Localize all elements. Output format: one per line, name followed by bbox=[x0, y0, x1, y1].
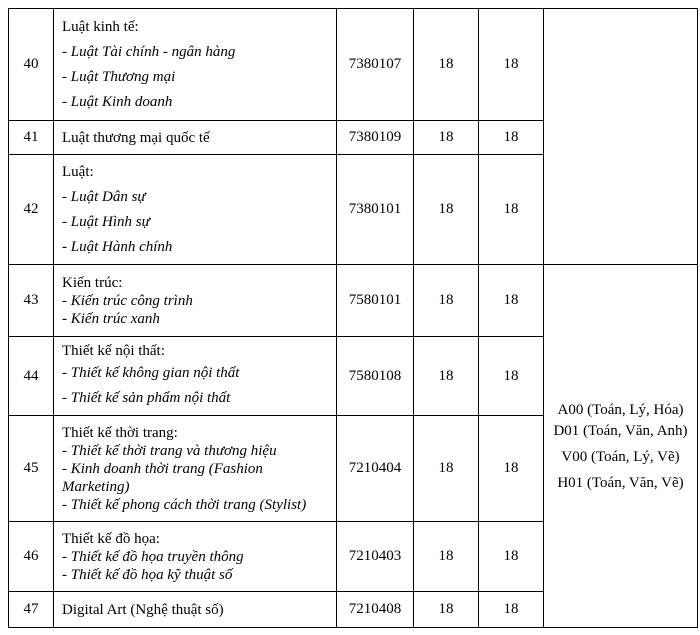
combination-item: A00 (Toán, Lý, Hóa) bbox=[557, 401, 684, 418]
quota-value: 18 bbox=[414, 9, 479, 121]
major-cell bbox=[54, 592, 337, 628]
row-number: 47 bbox=[9, 592, 54, 628]
quota-value: 18 bbox=[479, 522, 544, 592]
specialization: - Thiết kế thời trang và thương hiệu bbox=[62, 442, 277, 459]
major-cell bbox=[54, 9, 337, 121]
specialization: - Luật Thương mại bbox=[62, 68, 176, 85]
major-code: 7380109 bbox=[337, 121, 414, 155]
specialization: - Luật Kinh doanh bbox=[62, 93, 173, 110]
major-code: 7380101 bbox=[337, 155, 414, 265]
table-row bbox=[9, 9, 698, 121]
major-cell bbox=[54, 337, 337, 416]
subject-combinations bbox=[544, 265, 698, 628]
specialization: - Luật Hành chính bbox=[62, 238, 173, 255]
major-code: 7210408 bbox=[337, 592, 414, 628]
specialization: - Luật Tài chính - ngân hàng bbox=[62, 43, 236, 60]
quota-value: 18 bbox=[414, 337, 479, 416]
quota-value: 18 bbox=[479, 416, 544, 522]
major-title: Kiến trúc: bbox=[62, 274, 123, 291]
major-title: Luật: bbox=[62, 163, 94, 180]
specialization: - Thiết kế phong cách thời trang (Stylist) bbox=[62, 496, 307, 513]
specialization: - Thiết kế sản phẩm nội thất bbox=[62, 390, 231, 406]
major-code: 7580101 bbox=[337, 265, 414, 337]
specialization: - Kiến trúc xanh bbox=[62, 310, 160, 327]
major-cell bbox=[54, 416, 337, 522]
row-number: 44 bbox=[9, 337, 54, 416]
major-code: 7210403 bbox=[337, 522, 414, 592]
combination-item: H01 (Toán, Văn, Vẽ) bbox=[557, 474, 684, 491]
table-row bbox=[9, 265, 698, 337]
quota-value: 18 bbox=[479, 592, 544, 628]
specialization: - Luật Dân sự bbox=[62, 188, 146, 205]
major-cell bbox=[54, 522, 337, 592]
row-number: 46 bbox=[9, 522, 54, 592]
quota-value: 18 bbox=[414, 155, 479, 265]
major-title: Digital Art (Nghệ thuật số) bbox=[62, 601, 224, 618]
major-title: Luật thương mại quốc tế bbox=[62, 129, 210, 146]
row-number: 42 bbox=[9, 155, 54, 265]
quota-value: 18 bbox=[479, 121, 544, 155]
specialization: - Thiết kế đồ họa truyền thông bbox=[62, 548, 244, 565]
combination-item: D01 (Toán, Văn, Anh) bbox=[553, 422, 688, 439]
major-cell bbox=[54, 121, 337, 155]
row-number: 41 bbox=[9, 121, 54, 155]
row-number: 45 bbox=[9, 416, 54, 522]
combination-cell-empty bbox=[544, 9, 698, 265]
major-cell bbox=[54, 265, 337, 337]
specialization: - Kinh doanh thời trang (Fashion Marketing) bbox=[62, 460, 263, 495]
quota-value: 18 bbox=[479, 265, 544, 337]
major-code: 7580108 bbox=[337, 337, 414, 416]
specialization: - Thiết kế không gian nội thất bbox=[62, 365, 240, 381]
major-title: Thiết kế đồ họa: bbox=[62, 530, 160, 547]
major-code: 7380107 bbox=[337, 9, 414, 121]
admission-table bbox=[8, 8, 698, 628]
quota-value: 18 bbox=[479, 9, 544, 121]
major-cell bbox=[54, 155, 337, 265]
specialization: - Thiết kế đồ họa kỹ thuật số bbox=[62, 566, 233, 583]
quota-value: 18 bbox=[414, 522, 479, 592]
major-title: Thiết kế thời trang: bbox=[62, 424, 178, 441]
quota-value: 18 bbox=[479, 337, 544, 416]
quota-value: 18 bbox=[414, 416, 479, 522]
specialization: - Kiến trúc công trình bbox=[62, 292, 193, 309]
combination-item: V00 (Toán, Lý, Vẽ) bbox=[561, 448, 680, 465]
major-title: Luật kinh tế: bbox=[62, 18, 139, 35]
quota-value: 18 bbox=[479, 155, 544, 265]
major-code: 7210404 bbox=[337, 416, 414, 522]
major-title: Thiết kế nội thất: bbox=[62, 343, 165, 359]
quota-value: 18 bbox=[414, 592, 479, 628]
quota-value: 18 bbox=[414, 265, 479, 337]
specialization: - Luật Hình sự bbox=[62, 213, 150, 230]
quota-value: 18 bbox=[414, 121, 479, 155]
row-number: 43 bbox=[9, 265, 54, 337]
row-number: 40 bbox=[9, 9, 54, 121]
